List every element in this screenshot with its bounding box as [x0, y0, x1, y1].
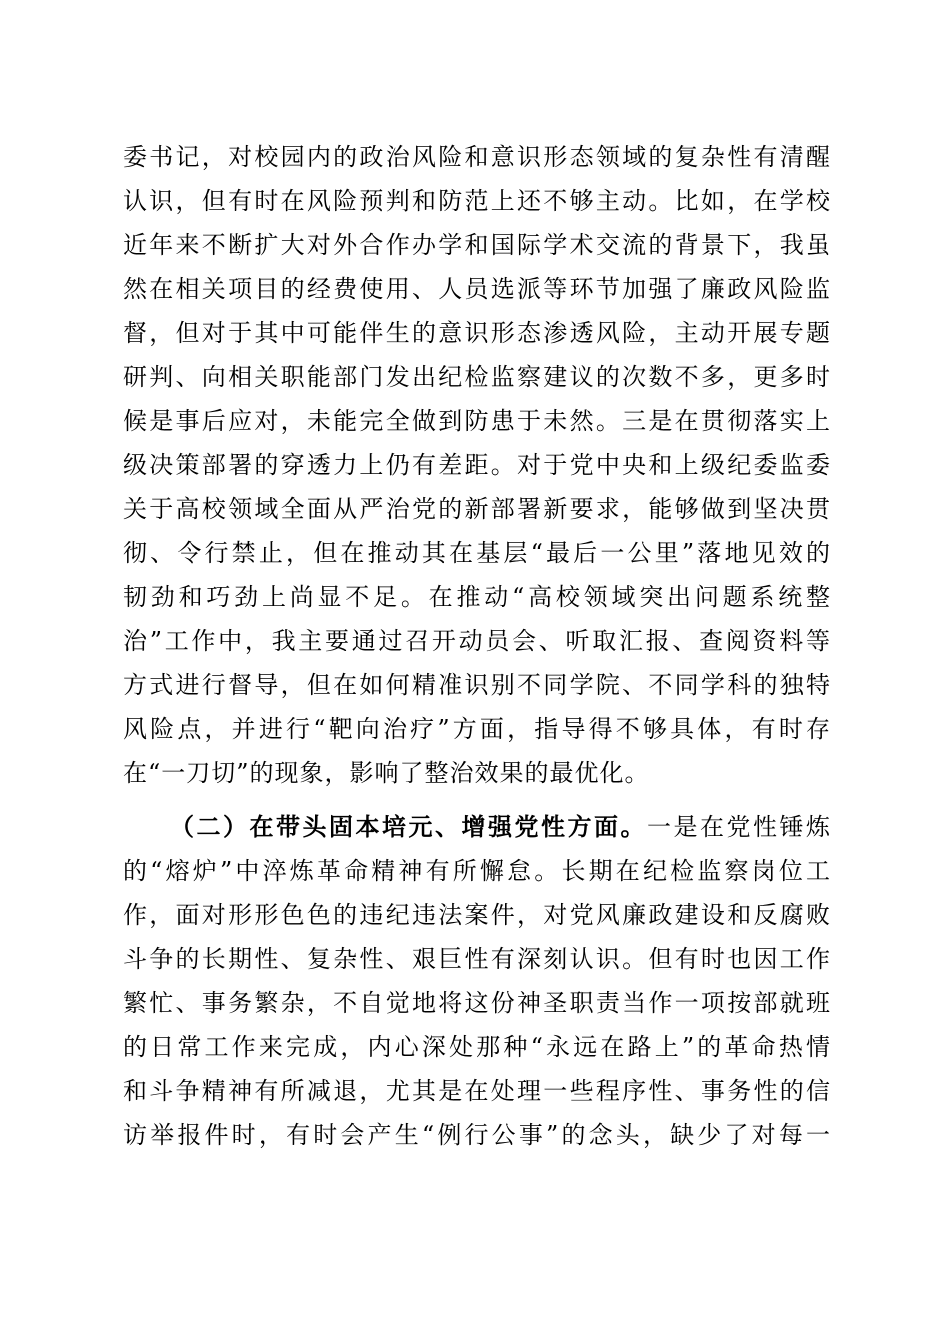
text-line: 委书记，对校园内的政治风险和意识形态领域的复杂性有清醒: [123, 143, 830, 171]
text-line: 方式进行督导，但在如何精准识别不同学院、不同学科的独特: [123, 671, 830, 699]
text-line: 督，但对于其中可能伴生的意识形态渗透风险，主动开展专题: [123, 319, 830, 347]
text-line: 认识，但有时在风险预判和防范上还不够主动。比如，在学校: [123, 187, 830, 215]
text-line: 访举报件时，有时会产生“例行公事”的念头，缺少了对每一: [123, 1121, 830, 1149]
text-line: 斗争的长期性、复杂性、艰巨性有深刻认识。但有时也因工作: [123, 945, 830, 973]
text-line: 级决策部署的穿透力上仍有差距。对于党中央和上级纪委监委: [123, 451, 830, 479]
text-line: 近年来不断扩大对外合作办学和国际学术交流的背景下，我虽: [123, 231, 830, 259]
text-line: 作，面对形形色色的违纪违法案件，对党风廉政建设和反腐败: [123, 901, 830, 929]
text-line: 韧劲和巧劲上尚显不足。在推动“高校领域突出问题系统整: [123, 583, 830, 611]
text-line: 风险点，并进行“靶向治疗”方面，指导得不够具体，有时存: [123, 715, 830, 743]
text-line: 候是事后应对，未能完全做到防患于未然。三是在贯彻落实上: [123, 407, 830, 435]
text-line: 关于高校领域全面从严治党的新部署新要求，能够做到坚决贯: [123, 495, 830, 523]
first-line-text: 一是在党性锤炼: [647, 813, 830, 841]
text-line: 的“熔炉”中淬炼革命精神有所懈怠。长期在纪检监察岗位工: [123, 857, 830, 885]
section-heading: （二）在带头固本培元、增强党性方面。: [170, 812, 647, 841]
text-line: 治”工作中，我主要通过召开动员会、听取汇报、查阅资料等: [123, 627, 830, 655]
text-line: 繁忙、事务繁杂，不自觉地将这份神圣职责当作一项按部就班: [123, 989, 830, 1017]
paragraph-2-first-line: [170, 812, 830, 842]
text-line: 彻、令行禁止，但在推动其在基层“最后一公里”落地见效的: [123, 539, 830, 567]
text-line: 研判、向相关职能部门发出纪检监察建议的次数不多，更多时: [123, 363, 830, 391]
text-line: 在“一刀切”的现象，影响了整治效果的最优化。: [123, 759, 650, 787]
text-line: 和斗争精神有所减退，尤其是在处理一些程序性、事务性的信: [123, 1077, 830, 1105]
text-line: 然在相关项目的经费使用、人员选派等环节加强了廉政风险监: [123, 275, 830, 303]
text-line: 的日常工作来完成，内心深处那种“永远在路上”的革命热情: [123, 1033, 830, 1061]
